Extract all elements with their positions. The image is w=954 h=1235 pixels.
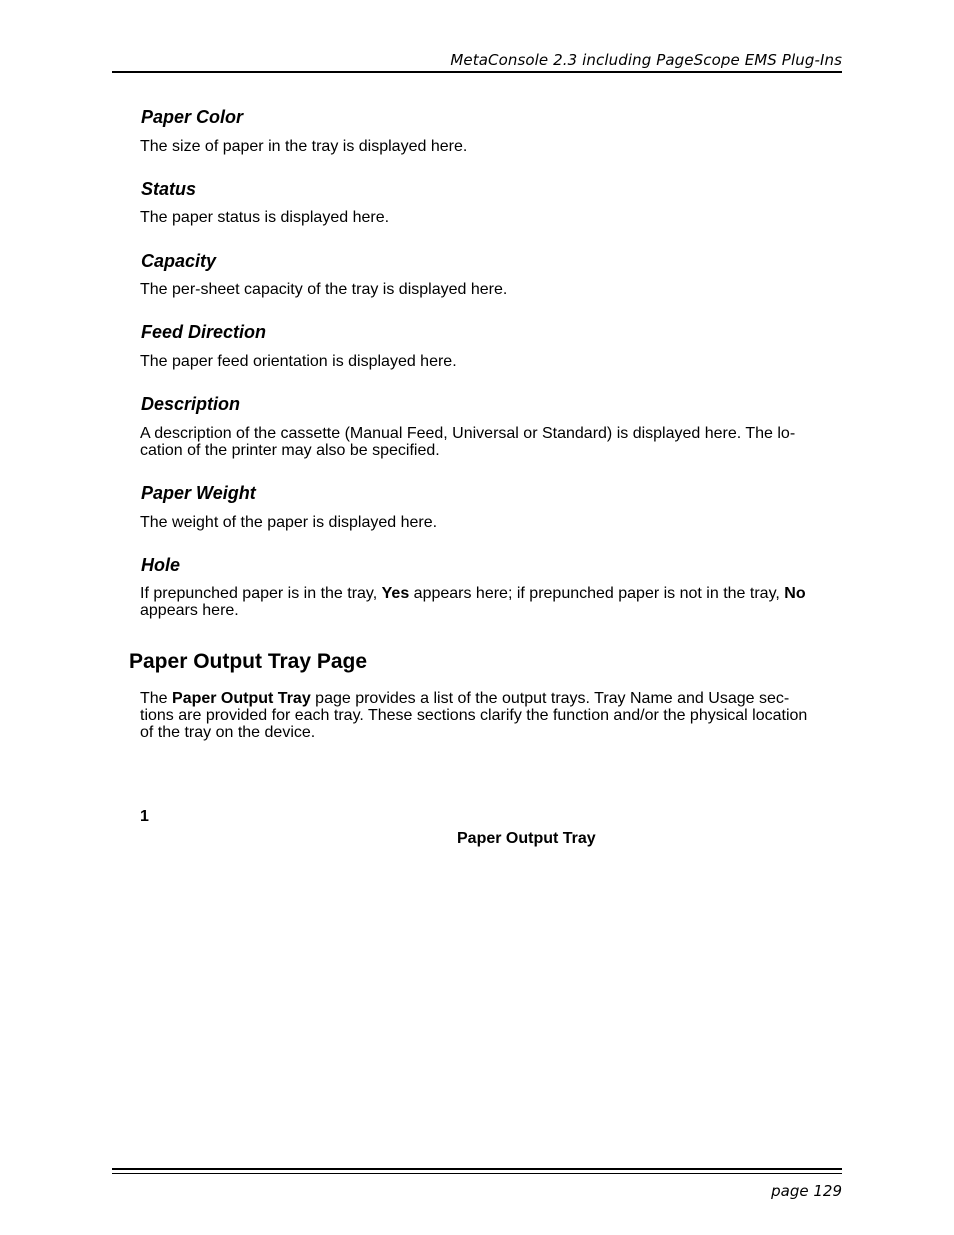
text-run: appears here. [140,602,239,619]
text-run: page provides a list of the output trays. Tray Name and Usage sec- [310,690,790,707]
field-description: The paper feed orientation is displayed here. [140,353,457,370]
page-name-term: Paper Output Tray [172,690,311,707]
text-line: cation of the printer may also be specified. [140,442,440,459]
field-description: The per-sheet capacity of the tray is displayed here. [140,281,508,298]
no-term: No [784,585,806,602]
field-heading: Description [141,394,241,414]
field-description-text [140,425,842,459]
field-description [140,585,842,619]
header-rule [112,71,842,73]
footer-rule [112,1173,842,1174]
text-line: tions are provided for each tray. These sections clarify the function and/or the physical location [140,707,808,724]
figure-caption: Paper Output Tray [457,830,596,847]
page-number: page 129 [771,1182,842,1200]
field-description: The size of paper in the tray is displayed here. [140,138,468,155]
text-run: If prepunched paper is in the tray, [140,585,382,602]
text-line: of the tray on the device. [140,724,316,741]
header-title: MetaConsole 2.3 including PageScope EMS Plug-Ins [450,51,842,69]
field-heading: Feed Direction [141,322,267,342]
field-heading: Hole [141,555,181,575]
section-intro [140,690,842,741]
section-title: Paper Output Tray Page [129,650,368,673]
text-run: appears here; if prepunched paper is not in the tray, [409,585,785,602]
field-heading: Paper Color [141,107,244,127]
field-description: The paper status is displayed here. [140,209,390,226]
text-line: A description of the cassette (Manual Feed, Universal or Standard) is displayed here. The lo- [140,425,796,442]
yes-term: Yes [381,585,410,602]
field-description: The weight of the paper is displayed here. [140,514,438,531]
text-run: The [140,690,173,707]
field-heading: Status [141,179,197,199]
field-heading: Capacity [141,251,217,271]
step-number: 1 [140,808,149,825]
field-heading: Paper Weight [141,483,256,503]
footer-rule [112,1168,842,1170]
